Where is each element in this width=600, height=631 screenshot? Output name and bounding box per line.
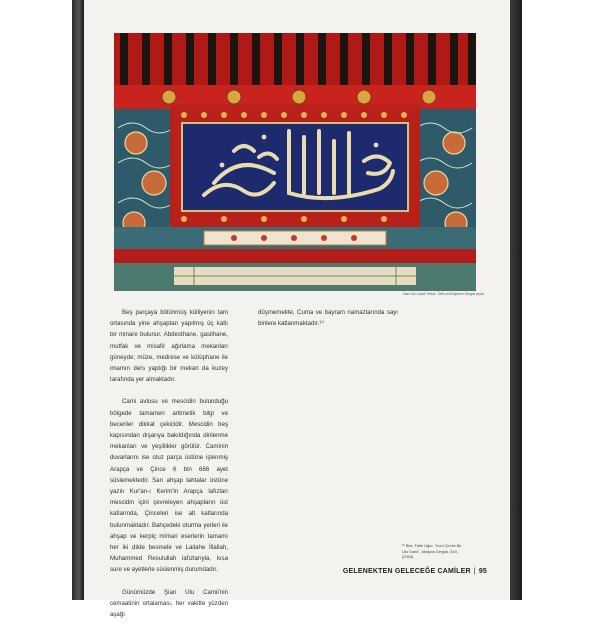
page-footer (343, 568, 487, 575)
page-number: 95 (478, 568, 487, 575)
page-edge (510, 0, 522, 600)
book-page (84, 0, 510, 619)
paragraph: Günümüzde Şian Ulu Camii'nin cemaatinin ortalaması, her vakitte yüzden aşağı (110, 588, 228, 619)
paragraph: düşmemekte, Cuma ve bayram namazlarında sayı binlere katlanmaktadır.¹⁰ (258, 309, 398, 328)
body-column-left (110, 307, 228, 631)
footnote: ¹⁰ Bkz: Fatih Uğur, "Kızıl Çin'de Bir Ulu Cami", Aksiyon Dergisi, 519., (2004) (402, 543, 462, 559)
mosque-calligraphy-photo (114, 33, 476, 291)
book-spine (72, 0, 84, 600)
calligraphy-image (114, 33, 476, 291)
separator: | (473, 568, 476, 575)
paragraph: Beş parçaya bölünmüş külliyenin tam ortasında yine ahşaptan yapılmış üç katlı bir minare bulunur. Abdesthane, gasilhane, mutfak ve misafir ağırlama mekanları güneyde; müze, medrese ve kütüphane ile imamın ders yaptığı bir mekan da kuzey tarafında yer almaktadır. (110, 309, 228, 384)
image-caption: Xian Ulu Camii, Pekin, Tarih ve Düşünce Dergisi arşivi (402, 292, 484, 296)
body-column-right (258, 307, 398, 340)
paragraph: Cami avlusu ve mescidin bulunduğu bölgede tamamen aritmetik bilgi ve beceriler dikkat çekicidir. Mescidin beş kapısından dışarıya bakıldığında dinlenme mekanları ve yeşillikler görülür. Caminin duvarlarını ise otuz parça üstüne işlenmiş Arapça ve Çince 6 bin 666 ayet süslemektedir. Sarı ahşap tahtalar üstüne yazılı Kur'an-ı Kerim'in Arapça lafızları mescidin içini çevreleyen ahşapların üst katlarında, Çinceleri ise alt katlarında bulunmaktadır. Bahçedeki oturma yerleri ile ahşap ve kerpiç mimari eserlerin tamamı her iki dilde besmele ve Lailahe İllallah, Muhammed Resulullah lafızlarıyla, kısa sure ve ayetlerle süslenmiş durumdadır. (110, 398, 228, 574)
running-title: GELENEKTEN GELECEĞE CAMİLER (342, 568, 471, 575)
